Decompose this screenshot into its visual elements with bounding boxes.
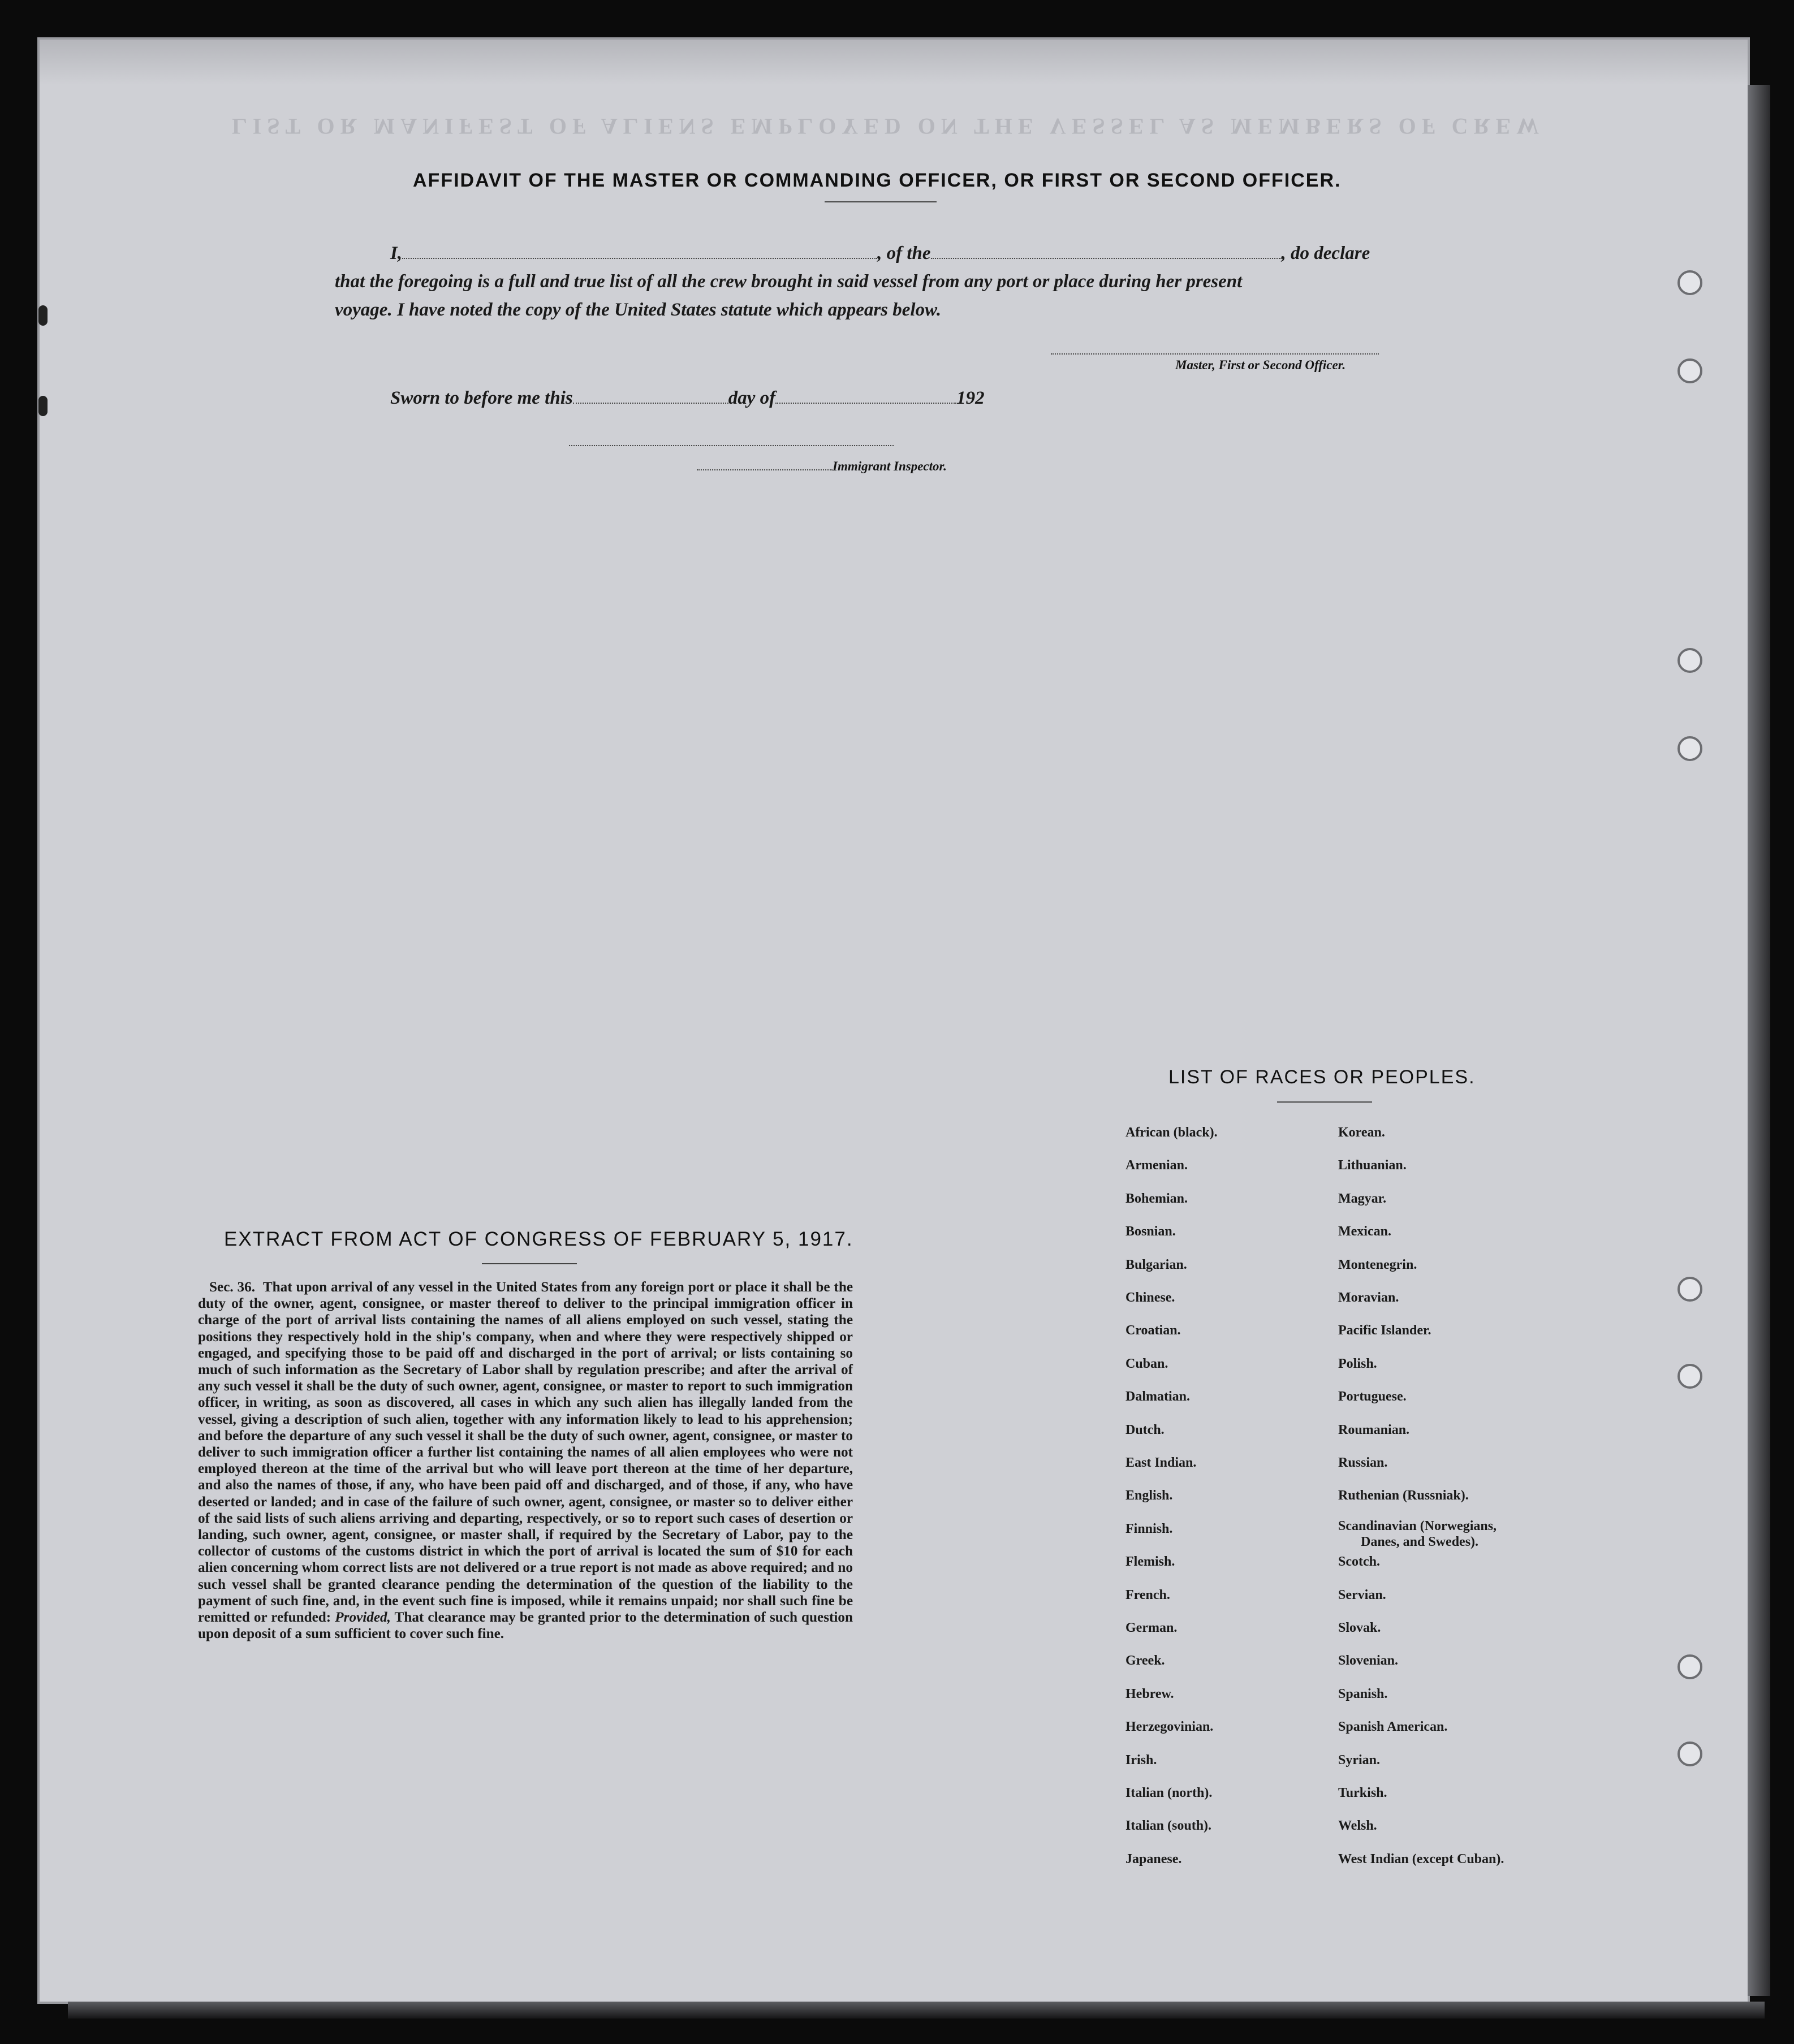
race-item [1338, 1653, 1398, 1669]
master-signature-line [1051, 353, 1379, 355]
race-label: Lithuanian. [1338, 1158, 1407, 1173]
race-label: Servian. [1338, 1587, 1386, 1602]
race-item: Bosnian. [1125, 1224, 1176, 1239]
sworn-label: Sworn to before me this [390, 388, 573, 408]
affidavit-of-the-label: , of the [877, 243, 931, 263]
affidavit-text-line-3: voyage. I have noted the copy of the United States statute which appears below. [335, 300, 942, 320]
race-item: Italian (north). [1125, 1786, 1213, 1800]
race-item [1338, 1323, 1431, 1338]
binder-hole [1677, 1277, 1702, 1302]
race-item [1338, 1719, 1447, 1735]
race-item [1338, 1257, 1417, 1273]
race-item [1338, 1389, 1407, 1405]
affidavit-title: AFFIDAVIT OF THE MASTER OR COMMANDING OFFICER, OR FIRST OR SECOND OFFICER. [413, 170, 1342, 191]
punch-mark [38, 396, 48, 416]
race-label: Welsh. [1338, 1818, 1377, 1834]
race-item: Chinese. [1125, 1290, 1175, 1305]
races-title: LIST OF RACES OR PEOPLES. [1168, 1066, 1476, 1088]
race-label: Scandinavian (Norwegians, [1338, 1518, 1497, 1533]
race-item [1338, 1290, 1399, 1306]
race-item: Bohemian. [1125, 1191, 1188, 1206]
race-label: Magyar. [1338, 1191, 1387, 1206]
inspector-caption-text: Immigrant Inspector. [833, 459, 947, 473]
extract-section-label: Sec. 36. [209, 1280, 256, 1295]
race-item [1338, 1488, 1469, 1503]
race-item [1338, 1158, 1407, 1173]
race-item [1338, 1423, 1409, 1438]
race-item [1338, 1818, 1377, 1834]
sworn-day-of-label: day of [728, 388, 776, 408]
race-item: English. [1125, 1488, 1173, 1503]
race-item: East Indian. [1125, 1455, 1197, 1470]
race-item [1338, 1588, 1386, 1603]
race-item: Flemish. [1125, 1554, 1175, 1570]
affidavit-i-label: I, [390, 243, 403, 263]
affidavit-title-rule [825, 201, 937, 202]
race-item: French. [1125, 1587, 1170, 1602]
master-signature-caption: Master, First or Second Officer. [1175, 358, 1346, 372]
binder-hole [1677, 270, 1702, 295]
race-item [1338, 1554, 1380, 1570]
race-item: Italian (south). [1125, 1818, 1212, 1834]
race-label: Polish. [1338, 1356, 1377, 1371]
race-item [1338, 1852, 1504, 1867]
page-edge-right [1748, 85, 1770, 1996]
race-item: Hebrew. [1125, 1686, 1174, 1701]
race-label: Portuguese. [1338, 1389, 1407, 1405]
race-item: Finnish. [1125, 1521, 1173, 1536]
race-label: Korean. [1338, 1125, 1385, 1140]
race-label: Montenegrin. [1338, 1257, 1417, 1272]
race-item: Bulgarian. [1125, 1257, 1187, 1272]
torn-top-edge [40, 40, 1748, 85]
race-item [1338, 1620, 1381, 1636]
race-item [1338, 1518, 1497, 1550]
extract-text-part2: That clearance may be granted prior to the determination of such question upon deposit of a sum sufficient to cover such fine. [198, 1610, 853, 1642]
race-label: Spanish American. [1338, 1719, 1448, 1735]
affidavit-text-line-2: that the foregoing is a full and true list of all the crew brought in said vessel from any port or place during her present [335, 271, 1243, 292]
race-label: Syrian. [1338, 1752, 1381, 1768]
extract-statute-text [198, 1279, 853, 1642]
race-label: Slovenian. [1338, 1653, 1399, 1669]
race-item: Croatian. [1125, 1323, 1181, 1338]
race-label: Ruthenian (Russniak). [1338, 1488, 1469, 1503]
sworn-month-field [775, 403, 956, 404]
race-label: Mexican. [1338, 1224, 1391, 1239]
race-item [1338, 1356, 1377, 1372]
race-item [1338, 1125, 1385, 1140]
race-item: Greek. [1125, 1653, 1165, 1669]
extract-text-part1: That upon arrival of any vessel in the United States from any foreign port or place it shall be the duty of the owner, agent, consignee, or master thereof to deliver to the principal immigration officer in charge of the port of arrival lists containing the names of all aliens employed on such vessel, stating the positions they respectively hold in the ship's company, when and where they were respectively shipped or engaged, and specifying those to be paid off and discharged in the port of arrival; or lists containing so much of such information as the Secretary of Labor shall by regulation prescribe; and after the arrival of any such vessel it shall be the duty of such owner, agent, consignee, or master to report to such immigration officer, in writing, as soon as discovered, all cases in which any such alien has illegally landed from the vessel, giving a description of such alien, together with any information likely to lead to his apprehension; and before the departure of any such vessel it shall be the duty of such owner, agent, consignee, or master to deliver to such immigration officer a further list containing the names of all alien employees who were not employed thereon at the time of the arrival but who will leave port thereon at the time of her departure, and also the names of those, if any, who have been paid off and discharged, and of those, if any, who have deserted or landed; and in case of the failure of such owner, agent, consignee, or master so to deliver either of the said lists of such aliens arriving and departing, respectively, or so to report such cases of desertion or landing, such owner, agent, consignee, or master shall, if required by the Secretary of Labor, pay to the collector of customs of the customs district in which the port of arrival is located the sum of $10 for each alien concerning whom correct lists are not delivered or a true report is not made as above required; and no such vessel shall be granted clearance pending the determination of the question of the liability to the payment of such fine, and, in the event such fine is imposed, while it remains unpaid; nor shall such fine be remitted or refunded: [198, 1280, 853, 1626]
race-label: West Indian (except Cuban). [1338, 1851, 1504, 1866]
page-edge-bottom [68, 2002, 1765, 2019]
race-label: Moravian. [1338, 1290, 1399, 1305]
inspector-signature-line [569, 444, 894, 446]
extract-provided-label: Provided, [335, 1610, 391, 1626]
race-item: Armenian. [1125, 1158, 1188, 1173]
affidavit-declaration-line [390, 243, 1370, 264]
race-item: Dalmatian. [1125, 1389, 1190, 1405]
inspector-signature-caption [697, 459, 947, 474]
race-item: African (black). [1125, 1125, 1218, 1140]
binder-hole [1677, 736, 1702, 761]
race-item [1338, 1224, 1391, 1239]
race-item: Japanese. [1125, 1851, 1182, 1866]
race-label: Roumanian. [1338, 1422, 1410, 1437]
race-item [1338, 1786, 1387, 1801]
document-page [40, 40, 1748, 2002]
affidavit-declare-label: , do declare [1281, 243, 1370, 263]
race-item: Irish. [1125, 1752, 1157, 1768]
binder-hole [1677, 1741, 1702, 1766]
race-label: Scotch. [1338, 1554, 1380, 1570]
punch-mark [38, 305, 48, 326]
vessel-name-field [931, 258, 1282, 259]
race-item: German. [1125, 1620, 1178, 1635]
race-label: Pacific Islander. [1338, 1323, 1431, 1338]
races-title-rule [1277, 1101, 1372, 1103]
race-label: Spanish. [1338, 1686, 1388, 1701]
race-item: Herzegovinian. [1125, 1719, 1214, 1735]
race-label: Russian. [1338, 1455, 1388, 1470]
race-item: Dutch. [1125, 1422, 1165, 1437]
master-name-field [402, 258, 877, 259]
extract-title: EXTRACT FROM ACT OF CONGRESS OF FEBRUARY 5, 1917. [224, 1228, 853, 1250]
sworn-year-label: 192 [956, 388, 985, 408]
race-item: Cuban. [1125, 1356, 1168, 1371]
race-item [1338, 1455, 1387, 1471]
race-label: Turkish. [1338, 1786, 1387, 1800]
binder-hole [1677, 1654, 1702, 1679]
race-label-continuation: Danes, and Swedes). [1361, 1534, 1479, 1549]
extract-title-rule [482, 1263, 577, 1264]
race-label: Slovak. [1338, 1620, 1381, 1635]
binder-hole [1677, 358, 1702, 383]
bleed-through-title: LIST OR MANIFEST OF ALIENS EMPLOYED ON THE VESSEL AS MEMBERS OF CREW [232, 114, 1545, 139]
binder-hole [1677, 1364, 1702, 1389]
sworn-day-field [573, 403, 728, 404]
race-item [1338, 1191, 1386, 1207]
race-item [1338, 1687, 1387, 1702]
sworn-line [390, 388, 985, 409]
binder-hole [1677, 648, 1702, 673]
race-item [1338, 1753, 1380, 1768]
inspector-name-field [697, 469, 833, 470]
